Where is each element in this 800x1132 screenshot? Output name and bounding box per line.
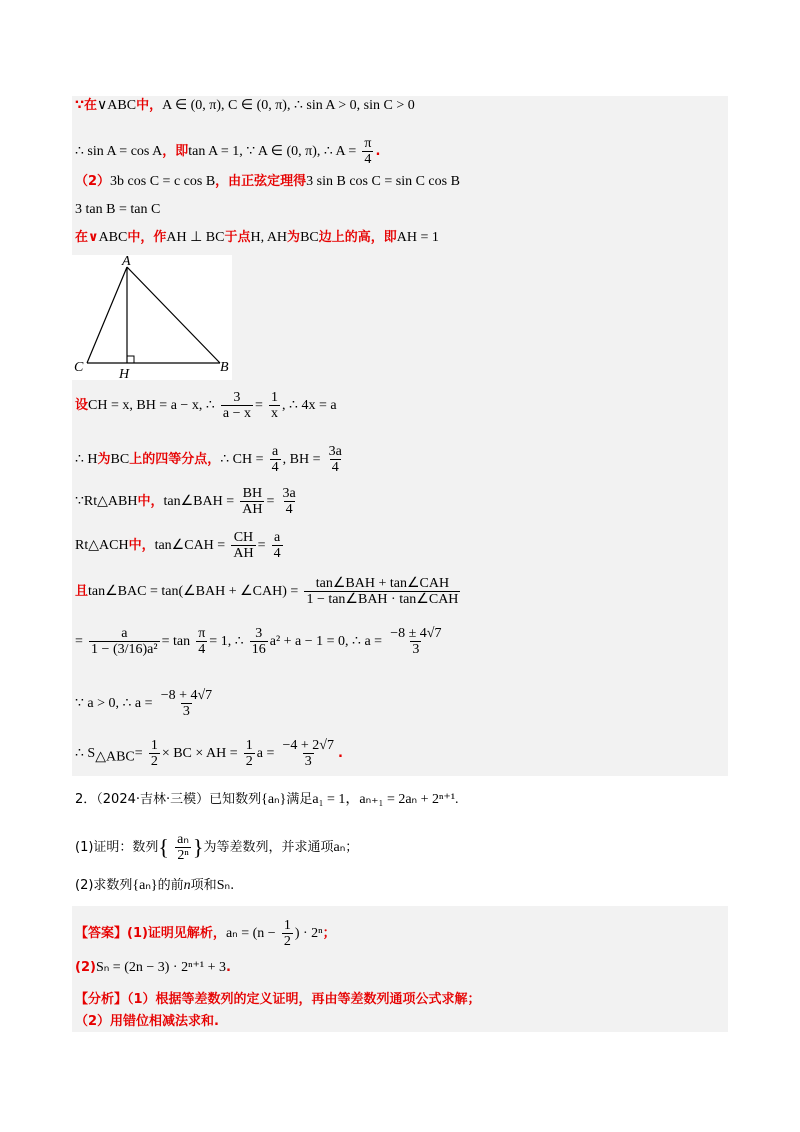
solution-line-7: ∴ H为BC上的四等分点，∴ CH = $\frac{a}{4}$ , BH = $\frac{3a}{4}$ xyxy=(75,444,342,475)
answer-line-1: 【答案】(1)证明见解析，aₙ = (n − $\frac{1}{2}$ ) · 2ⁿ； xyxy=(75,918,336,949)
analysis-line-2: （2）用错位相减法求和. xyxy=(75,1014,219,1029)
fraction: $\frac{3a}{4}$ xyxy=(282,486,296,517)
fraction: $\frac{3a}{4}$ xyxy=(328,444,342,475)
fraction: $\frac{-8 + 4√7}{3}$ xyxy=(160,688,213,719)
solution-line-13: ∴ $S_{\triangle ABC}=$ $\frac{1}{2}$ × BC × AH = $\frac{1}{2}$ a = $\frac{-4 + 2√7}{3}$ . xyxy=(75,738,343,769)
label-b: B xyxy=(220,360,229,375)
solution-line-10: 且tan∠BAC = tan(∠BAH + ∠CAH) = $\frac{\text{tan∠BAH + tan∠CAH}}{\text{1 − tan∠BAH · tan∠CAH}}$ xyxy=(75,576,459,607)
fraction: $\frac{-4 + 2√7}{3}$ xyxy=(282,738,334,769)
solution-line-1: ∵在∨ABC中，A ∈ (0, π), C ∈ (0, π), ∴ sin A > 0, sin C > 0 xyxy=(75,98,415,113)
fraction: $\frac{1}{2}$ xyxy=(245,738,253,769)
solution-line-2: ∴ sin A = cos A，即tan A = 1, ∵ A ∈ (0, π), ∴ A = $\frac{\pi}{4}$ . xyxy=(75,136,381,167)
triangle-diagram xyxy=(72,255,232,380)
answer-line-2: (2)Sₙ = (2n − 3) · 2ⁿ⁺¹ + 3. xyxy=(75,960,231,975)
analysis-line-1: 【分析】（1）根据等差数列的定义证明，再由等差数列通项公式求解； xyxy=(75,992,481,1007)
fraction: $\frac{\text{tan∠BAH + tan∠CAH}}{\text{1 − tan∠BAH · tan∠CAH}}$ xyxy=(306,576,459,607)
side-ac xyxy=(87,267,127,363)
left-brace: { xyxy=(158,834,169,860)
fraction: $\frac{a}{\text{1 − (3/16)a²}}$ xyxy=(91,626,158,657)
fraction: $\frac{1}{x}$ xyxy=(271,390,279,421)
fraction: $\frac{\pi}{4}$ xyxy=(198,626,206,657)
solution-line-9: Rt△ACH中，tan∠CAH = $\frac{CH}{AH}$ = $\frac{a}{4}$ xyxy=(75,530,281,561)
label-c: C xyxy=(74,360,84,375)
problem-part-1: (1)证明：数列{ $\frac{\text{aₙ}}{\text{2ⁿ}}$ }为等差数列，并求通项aₙ； xyxy=(75,832,359,863)
fraction: $\frac{3}{a - x}$ xyxy=(222,390,251,421)
fraction: $\frac{a}{4}$ xyxy=(273,530,281,561)
fraction: $\frac{CH}{AH}$ xyxy=(233,530,254,561)
fraction: $\frac{1}{2}$ xyxy=(150,738,158,769)
right-brace: } xyxy=(192,834,204,860)
problem-part-2: (2)求数列{aₙ}的前n项和Sₙ. xyxy=(75,878,235,893)
fraction: $\frac{\pi}{4}$ xyxy=(364,136,372,167)
fraction: $\frac{a}{4}$ xyxy=(271,444,279,475)
solution-line-5: 在∨ABC中，作AH ⊥ BC于点H, AH为BC边上的高，即AH = 1 xyxy=(75,230,439,245)
fraction: $\frac{3}{16}$ xyxy=(251,626,266,657)
side-ab xyxy=(127,267,220,363)
triangle-figure xyxy=(72,255,232,380)
solution-line-8: ∵Rt△ABH中，tan∠BAH = $\frac{BH}{AH}$ = $\frac{3a}{4}$ xyxy=(75,486,296,517)
right-angle-mark xyxy=(127,356,134,363)
fraction: $\frac{\text{aₙ}}{\text{2ⁿ}}$ xyxy=(177,832,189,863)
fraction: $\frac{BH}{AH}$ xyxy=(242,486,263,517)
label-a: A xyxy=(122,255,131,269)
problem-statement: 2．（2024·吉林·三模）已知数列{aₙ}满足a₁ = 1，aₙ₊₁ = 2aₙ + 2ⁿ⁺¹. xyxy=(75,792,459,807)
fraction: $\frac{-8 \pm 4√7}{3}$ xyxy=(390,626,442,657)
solution-line-4: 3 tan B = tan C xyxy=(75,202,161,217)
solution-line-3: （2）3b cos C = c cos B，由正弦定理得3 sin B cos C = sin C cos B xyxy=(75,174,460,189)
label-h: H xyxy=(119,367,130,380)
solution-line-12: ∵ a > 0, ∴ a = $\frac{-8 + 4√7}{3}$ xyxy=(75,688,213,719)
solution-block xyxy=(72,96,728,776)
solution-line-11: = $\frac{a}{\text{1 − (3/16)a²}}$ = tan $\frac{\pi}{4}$ = 1, ∴ $\frac{3}{16}$ a² + a − 1 = 0, ∴ a = $\frac{-8 \pm 4√7}{3}$ xyxy=(75,626,442,657)
solution-line-6: 设CH = x, BH = a − x, ∴ $\frac{3}{a - x}$ = $\frac{1}{x}$ , ∴ 4x = a xyxy=(75,390,337,421)
fraction: $\frac{1}{2}$ xyxy=(283,918,291,949)
